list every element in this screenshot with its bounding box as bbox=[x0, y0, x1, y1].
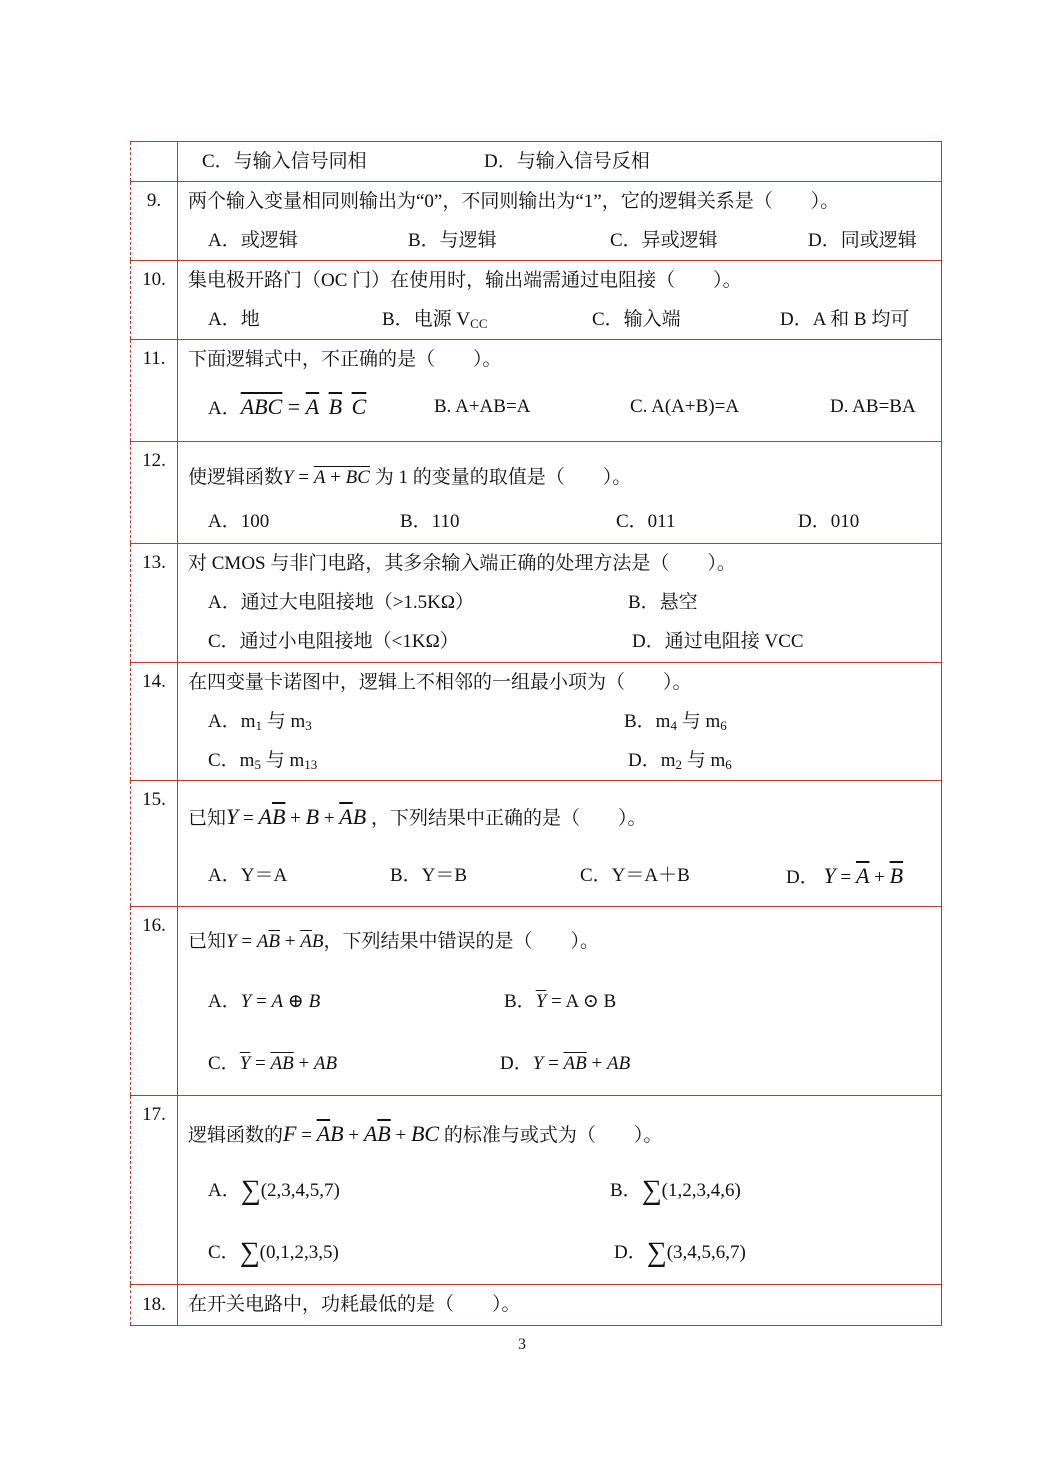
option-b: B．悬空 bbox=[628, 592, 698, 613]
option-d: D．通过电阻接 VCC bbox=[632, 631, 804, 652]
option-c: C．与输入信号同相 bbox=[202, 151, 367, 172]
option-c: C．输入端 bbox=[592, 309, 681, 330]
question-body bbox=[178, 442, 942, 544]
option-c: C．011 bbox=[616, 511, 676, 532]
question-stem: 在四变量卡诺图中，逻辑上不相邻的一组最小项为（ ）。 bbox=[188, 672, 692, 693]
option-b: B．$m_4$ 与 $m_6$ bbox=[624, 711, 727, 733]
question-16-row bbox=[131, 907, 942, 1096]
question-14-row bbox=[131, 663, 942, 781]
option-a: A．地 bbox=[208, 309, 260, 330]
question-body bbox=[178, 1096, 942, 1285]
question-number: 17. bbox=[131, 1096, 178, 1285]
question-9-row bbox=[131, 182, 942, 261]
question-number: 11. bbox=[131, 340, 178, 442]
question-stem: 对 CMOS 与非门电路，其多余输入端正确的处理方法是（ ）。 bbox=[188, 553, 736, 574]
question-15-row bbox=[131, 781, 942, 907]
option-b: B. A+AB=A bbox=[434, 396, 531, 417]
option-b: B．电源 $V_{CC}$ bbox=[382, 309, 488, 331]
question-body bbox=[178, 182, 942, 261]
option-d: D．∑(3,4,5,6,7) bbox=[614, 1237, 746, 1268]
question-body bbox=[178, 907, 942, 1096]
question-number: 14. bbox=[131, 663, 178, 781]
option-c: C．异或逻辑 bbox=[610, 230, 718, 251]
question-stem: 两个输入变量相同则输出为“0”，不同则输出为“1”，它的逻辑关系是（ ）。 bbox=[188, 191, 840, 212]
question-17-row bbox=[131, 1096, 942, 1285]
option-a: A．$m_1$ 与 $m_3$ bbox=[208, 711, 312, 733]
option-a: A．或逻辑 bbox=[208, 230, 298, 251]
question-body bbox=[178, 781, 942, 907]
option-d: D． $Y = \overline{A} + \overline{B}$ bbox=[786, 863, 904, 888]
question-number-cell bbox=[131, 142, 178, 182]
option-d: D．与输入信号反相 bbox=[484, 151, 650, 172]
option-a: A．通过大电阻接地（>1.5KΩ） bbox=[208, 592, 475, 613]
question-table bbox=[130, 141, 942, 1326]
option-b: B．与逻辑 bbox=[408, 230, 497, 251]
option-a: A．Y＝A bbox=[208, 865, 288, 886]
option-b: B．Y＝B bbox=[390, 865, 468, 886]
option-d: D．$Y = \overline{A}\overline{B}$ + AB bbox=[500, 1053, 631, 1074]
question-12-row bbox=[131, 442, 942, 544]
question-body bbox=[178, 142, 942, 182]
question-stem: 已知$Y = A\overline{B} + B + \overline{A}B$ ，下列结果中正确的是（ ）。 bbox=[188, 804, 647, 829]
option-d: D．010 bbox=[798, 511, 860, 532]
question-stem: 已知$Y = A\overline{B} + \overline{A}B$，下列结果中错误的是（ ）。 bbox=[188, 931, 599, 952]
question-stem: 在开关电路中，功耗最低的是（ ）。 bbox=[188, 1294, 521, 1315]
option-d: D. AB=BA bbox=[830, 396, 916, 417]
question-8-row bbox=[131, 142, 942, 182]
option-b: B．$\overline{Y} = A$ ⊙ B bbox=[504, 991, 617, 1012]
option-c: C．$\overline{Y} = \overline{A}\overline{B}$ + AB bbox=[208, 1053, 338, 1074]
question-stem: 集电极开路门（OC 门）在使用时，输出端需通过电阻接（ ）。 bbox=[188, 270, 742, 291]
question-body bbox=[178, 663, 942, 781]
question-number: 9. bbox=[131, 182, 178, 261]
option-a: A．Y = A ⊕ B bbox=[208, 991, 321, 1012]
option-c: C. A(A+B)=A bbox=[630, 396, 740, 417]
option-c: C．$m_5$ 与 $m_{13}$ bbox=[208, 750, 318, 772]
option-a: A．$\overline{ABC} = \overline{A}$ $\overline{B}$ $\overline{C}$ bbox=[208, 394, 367, 419]
question-number: 16. bbox=[131, 907, 178, 1096]
option-d: D．$m_2$ 与 $m_6$ bbox=[628, 750, 732, 772]
option-c: C．Y＝A＋B bbox=[580, 865, 690, 886]
question-13-row bbox=[131, 544, 942, 663]
question-stem: 逻辑函数的$F = \overline{A}B + A\overline{B}$ + BC 的标准与或式为（ ）。 bbox=[188, 1121, 663, 1146]
option-b: B．110 bbox=[400, 511, 460, 532]
question-number: 15. bbox=[131, 781, 178, 907]
page-number: 3 bbox=[518, 1336, 526, 1353]
question-11-row bbox=[131, 340, 942, 442]
question-number: 18. bbox=[131, 1285, 178, 1326]
option-a: A．100 bbox=[208, 511, 270, 532]
question-18-row bbox=[131, 1285, 942, 1326]
question-stem: 下面逻辑式中，不正确的是（ ）。 bbox=[188, 349, 502, 370]
option-b: B．∑(1,2,3,4,6) bbox=[610, 1175, 741, 1206]
question-number: 13. bbox=[131, 544, 178, 663]
question-body bbox=[178, 340, 942, 442]
question-10-row bbox=[131, 261, 942, 340]
question-body bbox=[178, 544, 942, 663]
option-c: C．∑(0,1,2,3,5) bbox=[208, 1237, 339, 1268]
option-d: D．A 和 B 均可 bbox=[780, 309, 910, 330]
question-body bbox=[178, 1285, 942, 1326]
option-d: D．同或逻辑 bbox=[808, 230, 917, 251]
question-body bbox=[178, 261, 942, 340]
question-number: 10. bbox=[131, 261, 178, 340]
question-stem: 使逻辑函数Y = A + BC 为 1 的变量的取值是（ ）。 bbox=[188, 467, 632, 488]
question-number: 12. bbox=[131, 442, 178, 544]
option-c: C．通过小电阻接地（<1KΩ） bbox=[208, 631, 459, 652]
option-a: A．∑(2,3,4,5,7) bbox=[208, 1175, 340, 1206]
